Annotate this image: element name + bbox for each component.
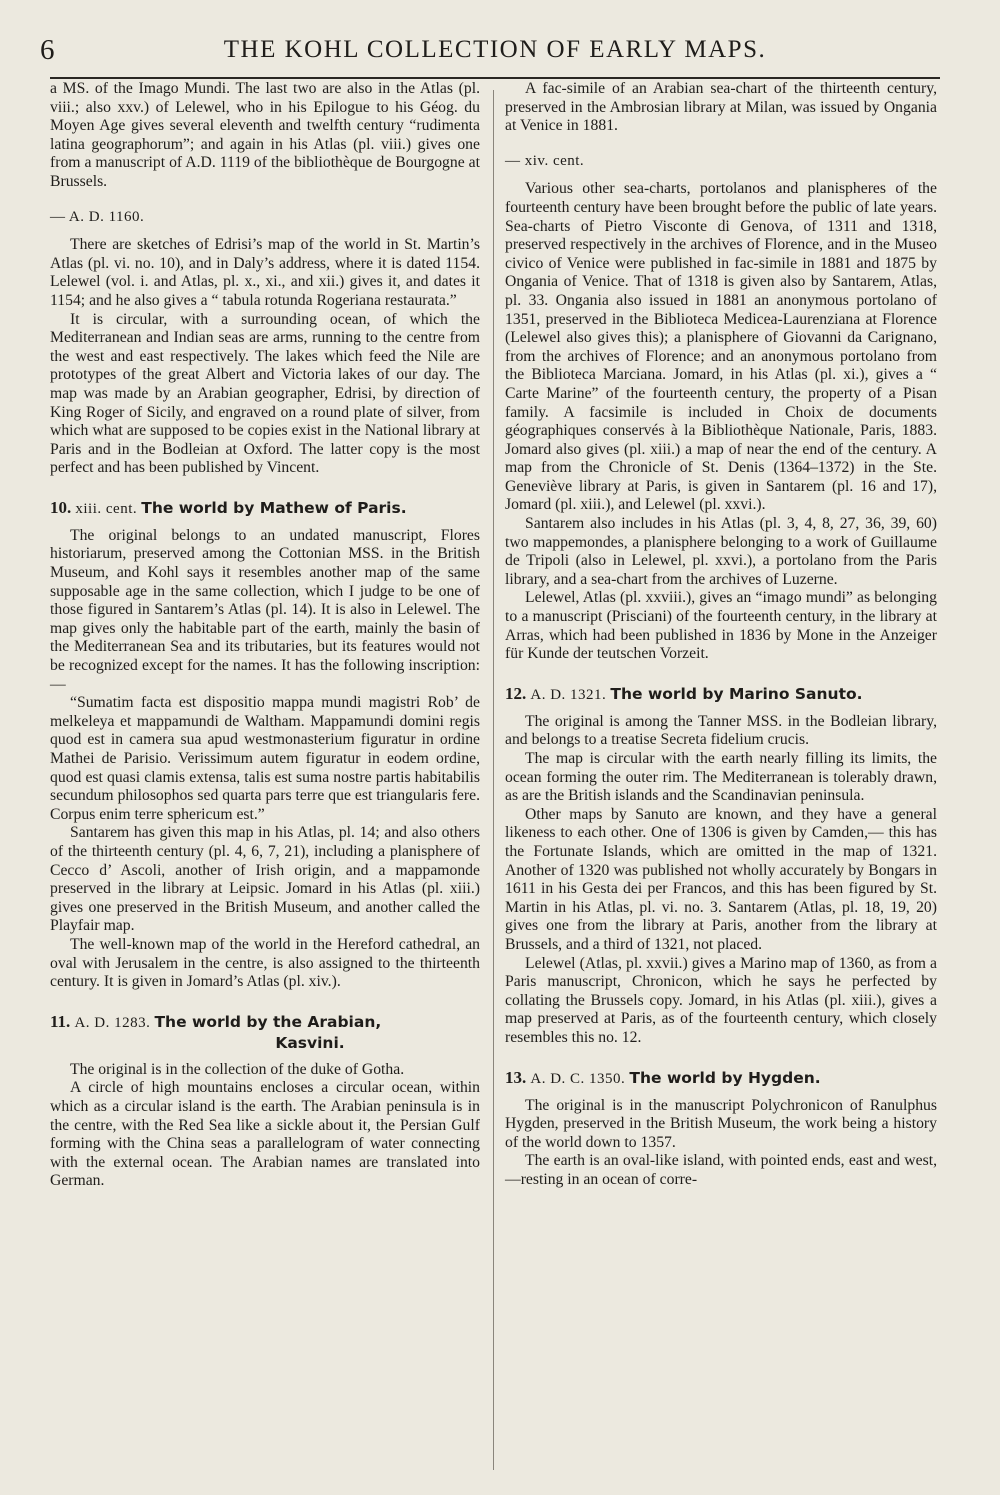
section-date: xiii. cent.: [75, 500, 138, 517]
paragraph: Lelewel (Atlas, pl. xxvii.) gives a Marino map of 1360, as from a Paris manuscript, Chronicon, which he says he perfected by collating the Brussels copy. Jomard, in his Atlas (pl. xiii.), gives a map preserved at Paris, as of the fourteenth century, which closely resembles this no. 12.: [505, 954, 937, 1046]
paragraph: The original is in the collection of the duke of Gotha.: [70, 1060, 405, 1078]
paragraph: The map is circular with the earth nearly filling its limits, the ocean forming the outer rim. The Mediterranean is tolerably drawn, as are the British islands and the Scandinavian peninsula.: [505, 750, 937, 805]
section-heading-10: [50, 498, 480, 519]
paragraph: The well-known map of the world in the Hereford cathedral, an oval with Jerusalem in the centre, is also assigned to the thirteenth century. It is given in Jomard’s Atlas (pl. xiv.).: [50, 935, 480, 991]
paragraph: a MS. of the Imago Mundi. The last two are also in the Atlas (pl. viii.; also xxv.) of Lelewel, who in his Epilogue to his Géog. du Moyen Age gives several eleventh and twelfth century “rudimenta latina geographorum”; and again in his Atlas (pl. viii.) gives one from a manuscript of A.D. 1119 of the bibliothèque de Bourgogne at Brussels.: [50, 80, 480, 190]
section-title: The world by the Arabian,: [154, 1012, 382, 1031]
paragraph: A fac-simile of an Arabian sea-chart of the thirteenth century, preserved in the Ambrosian library at Milan, was issued by Ongania at Venice in 1881.: [505, 80, 937, 135]
section-number: 13.: [505, 1067, 527, 1087]
section-date: — xiv. cent.: [505, 152, 585, 169]
page-number: 6: [40, 34, 55, 66]
section-number: 11.: [50, 1011, 71, 1031]
section-title: The world by Hygden.: [629, 1068, 821, 1087]
section-date: — A. D. 1160.: [50, 208, 145, 225]
section-heading-13: [505, 1068, 937, 1089]
paragraph: Other maps by Sanuto are known, and they have a general likeness to each other. One of 1306 is given by Camden,— this has the Fortunate Islands, which are omitted in the map of 1321. Another of 1320 was published not wholly accurately by Bongars in 1611 in his Gesta dei per Francos, and this has been figured by St. Martin in his Atlas, pl. vi. no. 3. Santarem (Atlas, pl. 18, 19, 20) gives one from the library at Paris, another from the library at Brussels, and a third of 1321, not placed.: [505, 805, 937, 953]
paragraph: Various other sea-charts, portolanos and planispheres of the fourteenth century have been brought before the public of late years. Sea-charts of Pietro Visconte di Genova, of 1311 and 1318, preserved respectively in the archives of Florence, and in the Museo civico of Venice were published in fac-simile in 1881 and 1875 by Ongania of Venice. That of 1318 is given also by Santarem, Atlas, pl. 33. Ongania also issued in 1881 an anonymous portolano of 1351, preserved in the Biblioteca Medicea-Laurenziana at Florence (Lelewel also gives this); a planisphere of Giovanni da Carignano, from the archives of Florence; and an anonymous portolano from the Biblioteca Marciana. Jomard, in his Atlas (pl. xi.), gives a “ Carte Marine” of the fourteenth century, the property of a Pisan family. A facsimile is included in Choix de documents géographiques conservés à la Bibliothèque Nationale, Paris, 1883. Jomard also gives (pl. xiii.) a map of near the end of the century. A map from the Chronicle of St. Denis (1364–1372) in the Ste. Geneviève library at Paris, is given in Santarem (pl. 16 and 17), Jomard (pl. xiii.), and Lelewel (pl. xxvi.).: [505, 180, 937, 514]
paragraph: The earth is an oval-like island, with pointed ends, east and west,—resting in an ocean of corre-: [505, 1152, 937, 1188]
section-heading-12: [505, 684, 937, 705]
paragraph: The original is in the manuscript Polychronicon of Ranulphus Hygden, preserved in the British Museum, the work being a history of the world down to 1357.: [505, 1096, 937, 1151]
paragraph: The original is among the Tanner MSS. in the Bodleian library, and belongs to a treatise Secreta fidelium crucis.: [505, 712, 937, 749]
section-title: The world by Mathew of Paris.: [141, 498, 407, 517]
section-heading-11: [50, 1012, 480, 1053]
paragraph: “Sumatim facta est dispositio mappa mundi magistri Rob’ de melkeleya et mappamundi de Waltham. Mappamundi domini regis quod est in camera sua apud westmonasterium figuratur in ordine Mathei de Parisio. Verissimum autem figuratur in eodem ordine, quod est quasi clamis extensa, talis est suma nostre partis habitabilis secundum philosophos sed quarta pars terre que est triangularis fere. Corpus enim terre sphericum est.”: [50, 694, 480, 823]
section-date: A. D. 1321.: [530, 686, 607, 703]
left-column: [50, 80, 480, 1191]
header-rule: [50, 77, 940, 79]
section-title: The world by Marino Sanuto.: [610, 684, 863, 703]
running-title: THE KOHL COLLECTION OF EARLY MAPS.: [223, 36, 767, 63]
section-number: 10.: [50, 497, 72, 517]
page-header: [40, 34, 950, 70]
paragraph: A circle of high mountains encloses a circular ocean, within which as a circular island is the earth. The Arabian peninsula is in the centre, with the Red Sea like a sickle about it, the Persian Gulf forming with the China seas a parallelogram of water connecting with the external ocean. The Arabian names are translated into German.: [50, 1079, 480, 1190]
paragraph: It is circular, with a surrounding ocean, of which the Mediterranean and Indian seas are arms, running to the centre from the west and east respectively. The lakes which feed the Nile are prototypes of the great Albert and Victoria lakes of our day. The map was made by an Arabian geographer, Edrisi, by direction of King Roger of Sicily, and engraved on a round plate of silver, from which what are supposed to be copies exist in the National library at Paris and in the Bodleian at Oxford. The latter copy is the most perfect and has been published by Vincent.: [50, 310, 480, 477]
section-title-continued: Kasvini.: [275, 1033, 345, 1052]
section-number: 12.: [505, 683, 527, 703]
paragraph: Santarem also includes in his Atlas (pl. 3, 4, 8, 27, 36, 39, 60) two mappemondes, a planisphere belonging to a work of Guillaume de Tripoli (also in Lelewel, pl. xxvi.), a portolano from the Paris library, and a sea-chart from the archives of Luzerne.: [505, 515, 937, 588]
section-date: A. D. C. 1350.: [530, 1070, 626, 1087]
paragraph: Santarem has given this map in his Atlas, pl. 14; and also others of the thirteenth century (pl. 4, 6, 7, 21), including a planisphere of Cecco d’ Ascoli, another of Irish origin, and a mappamonde preserved in the library at Leipsic. Jomard in his Atlas (pl. xiii.) gives one preserved in the British Museum, and another called the Playfair map.: [50, 824, 480, 935]
paragraph: There are sketches of Edrisi’s map of the world in St. Martin’s Atlas (pl. vi. no. 10), and in Daly’s address, where it is dated 1154. Lelewel (vol. i. and Atlas, pl. x., xi., and xii.) gives it, and dates it 1154; and he also gives a “ tabula rotunda Rogeriana restaurata.”: [50, 236, 480, 309]
right-column: [505, 80, 937, 1189]
section-date: A. D. 1283.: [74, 1014, 151, 1031]
paragraph: Lelewel, Atlas (pl. xxviii.), gives an “imago mundi” as belonging to a manuscript (Prisciani) of the fourteenth century, in the library at Arras, which had been published in 1836 by Mone in the Anzeiger für Kunde der teutschen Vorzeit.: [505, 589, 937, 663]
paragraph: The original belongs to an undated manuscript, Flores historiarum, preserved among the Cottonian MSS. in the British Museum, and Kohl says it resembles another map of the same supposable age in the same collection, which I judge to be one of those figured in Santarem’s Atlas (pl. 14). It is also in Lelewel. The map gives only the habitable part of the earth, mainly the basin of the Mediterranean Sea and its tributaries, but its features would not be recognized except for the names. It has the following inscription:—: [50, 526, 480, 693]
column-divider: [493, 90, 494, 1470]
